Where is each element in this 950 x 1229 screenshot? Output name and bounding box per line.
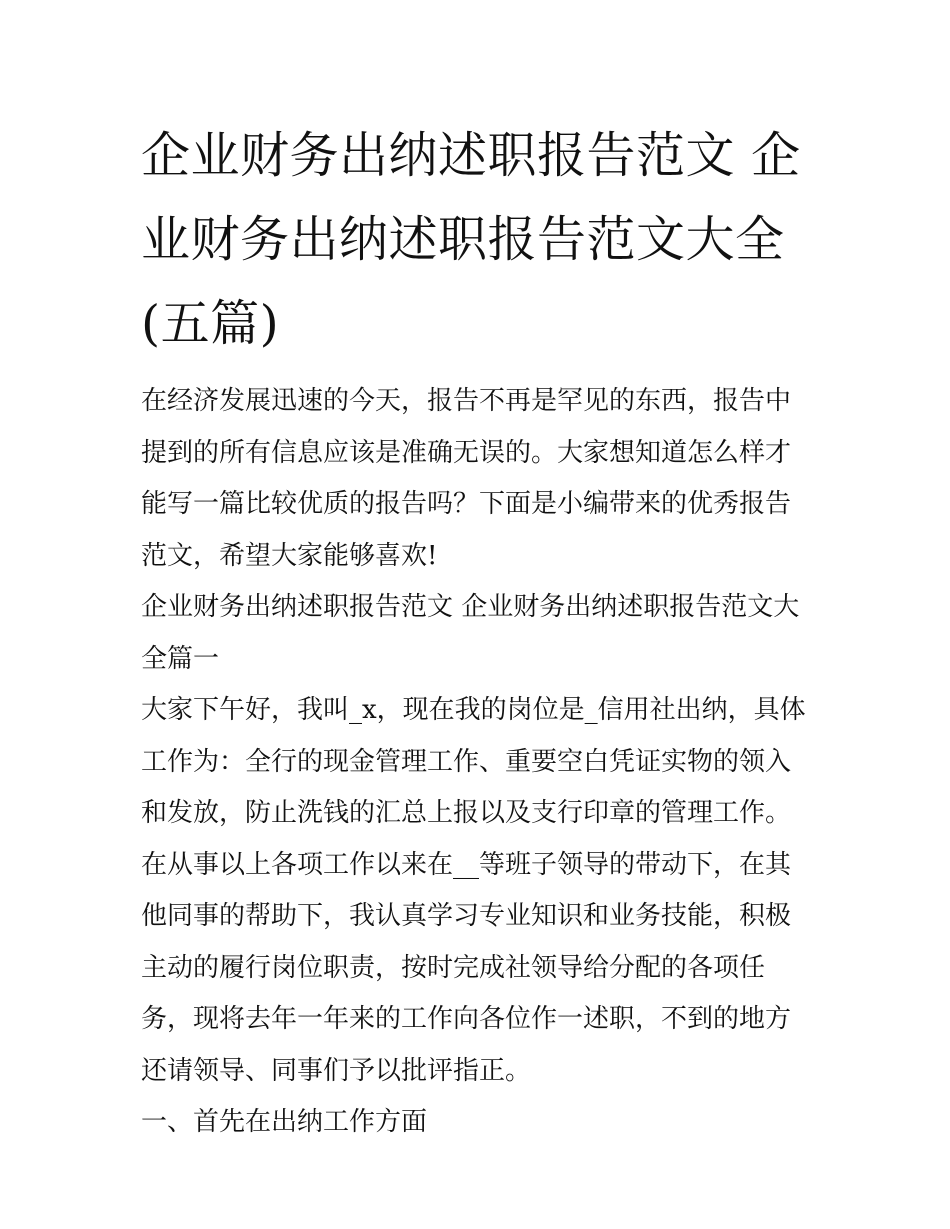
document-title: 企业财务出纳述职报告范文 企业财务出纳述职报告范文大全(五篇) bbox=[141, 127, 801, 352]
body-paragraph: 大家下午好，我叫_x，现在我的岗位是_信用社出纳，具体工作为：全行的现金管理工作、重要空白凭证实物的领入和发放，防止洗钱的汇总上报以及支行印章的管理工作。在从事以上各项工作以来在__等班子领导的带动下，在其他同事的帮助下，我认真学习专业知识和业务技能，积极主动的履行岗位职责，按时完成社领导给分配的各项任务，现将去年一年来的工作向各位作一述职，不到的地方还请领导、同事们予以批评指正。 bbox=[141, 695, 806, 1086]
intro-paragraph: 在经济发展迅速的今天，报告不再是罕见的东西，报告中提到的所有信息应该是准确无误的。大家想知道怎么样才能写一篇比较优质的报告吗？下面是小编带来的优秀报告范文，希望大家能够喜欢! bbox=[141, 386, 792, 571]
subheading: 企业财务出纳述职报告范文 企业财务出纳述职报告范文大全篇一 bbox=[141, 592, 800, 674]
section-heading: 一、首先在出纳工作方面 bbox=[141, 1107, 428, 1137]
document-content bbox=[141, 114, 816, 1149]
